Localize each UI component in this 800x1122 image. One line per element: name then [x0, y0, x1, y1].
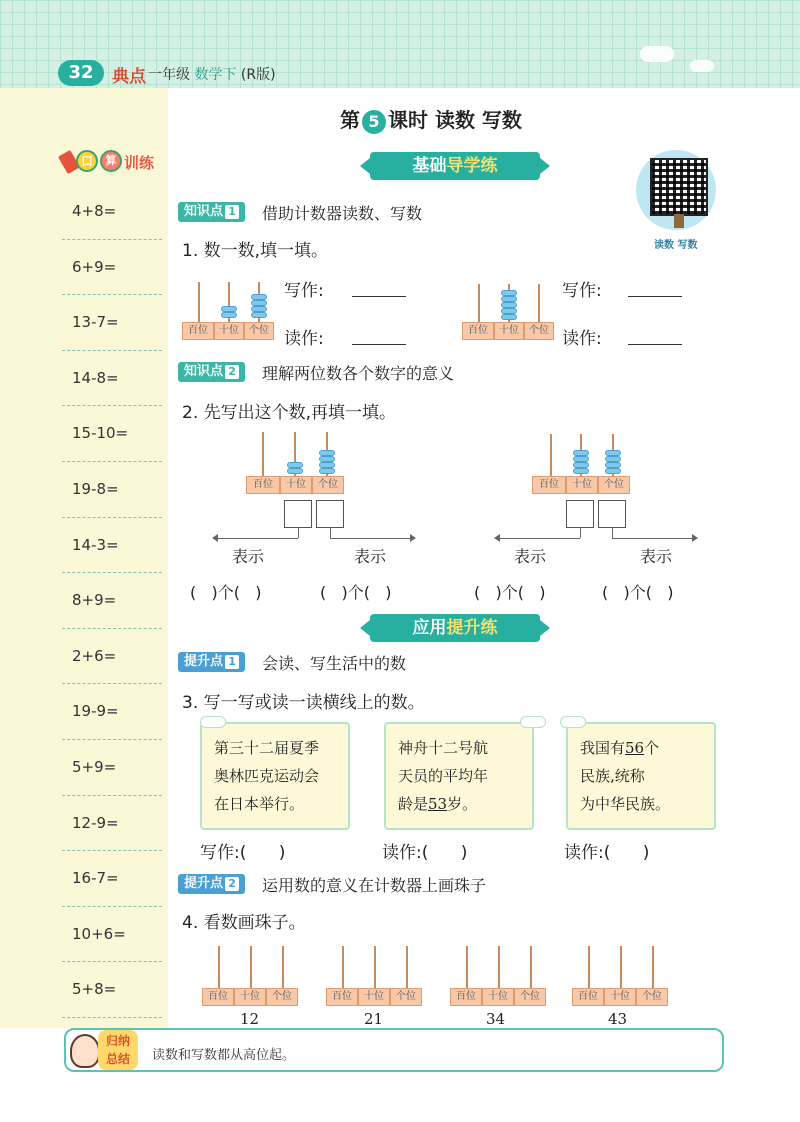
tens-label: 十位 [566, 476, 598, 494]
section-banner-basic [370, 152, 540, 180]
tag-label: 提升点 [184, 654, 224, 669]
question-1: 1. 数一数,填一填。 [182, 241, 329, 261]
abacus-rod [198, 282, 200, 322]
improvement-point-text: 运用数的意义在计数器上画珠子 [262, 876, 487, 895]
exercise-item: 5+9= [62, 740, 162, 796]
knowledge-point-tag [178, 202, 245, 222]
exercise-item: 14-8= [62, 351, 162, 407]
abacus-rod [530, 946, 532, 988]
paper-card-ethnic-groups [566, 722, 716, 830]
book-subject: 数学下 [194, 67, 237, 83]
abacus-base [450, 988, 546, 1006]
target-number: 34 [486, 1010, 506, 1028]
tag-number: 2 [225, 365, 239, 379]
tag-number: 1 [225, 205, 239, 219]
card-line: 为中华民族。 [580, 795, 671, 813]
abacus-rod [498, 946, 500, 988]
connector-line [330, 528, 331, 538]
hundreds-label: 百位 [182, 322, 214, 340]
abacus-rod [478, 284, 480, 322]
abacus-rod [406, 946, 408, 988]
book-edition: (R版) [240, 67, 276, 83]
write-label: 写作: [562, 281, 602, 301]
improvement-point-tag [178, 874, 245, 894]
represents-label: 表示 [232, 547, 265, 566]
book-title [148, 64, 276, 84]
knowledge-point-text: 借助计数器读数、写数 [262, 204, 423, 223]
qr-code-icon[interactable] [650, 158, 708, 216]
connector-line [298, 528, 299, 538]
card-text: 龄是 [398, 795, 429, 813]
arrow-left-icon [494, 534, 500, 542]
abacus-base [532, 476, 630, 494]
connector-line [500, 538, 580, 539]
exercise-item: 10+6= [62, 907, 162, 963]
bead [287, 468, 303, 474]
exercise-item: 16-7= [62, 851, 162, 907]
banner-text: 应用 [412, 618, 447, 638]
connector-line [330, 538, 410, 539]
abacus-rod [282, 946, 284, 988]
tens-label: 十位 [358, 988, 390, 1006]
lesson-suffix: 课时 读数 写数 [388, 108, 522, 132]
brand-logo: 典点 [112, 67, 146, 87]
tens-label: 十位 [494, 322, 524, 340]
tens-label: 十位 [280, 476, 312, 494]
tens-label: 十位 [604, 988, 636, 1006]
exercise-item: 14-3= [62, 518, 162, 574]
lesson-number: 5 [362, 110, 386, 134]
bead [319, 468, 335, 474]
hundreds-label: 百位 [572, 988, 604, 1006]
card-line: 神舟十二号航 [398, 739, 489, 757]
tag-number: 1 [225, 655, 239, 669]
oral-training-title: 训练 [124, 154, 155, 172]
lesson-title [340, 104, 522, 134]
arrow-left-icon [212, 534, 218, 542]
read-label: 读作: [284, 329, 324, 349]
summary-tag-line: 总结 [105, 1052, 130, 1066]
hundreds-label: 百位 [450, 988, 482, 1006]
ones-label: 个位 [636, 988, 668, 1006]
represents-label: 表示 [514, 547, 547, 566]
arrow-right-icon [410, 534, 416, 542]
exercise-item: 13-7= [62, 295, 162, 351]
abacus-base [326, 988, 422, 1006]
hundreds-label: 百位 [326, 988, 358, 1006]
answer-row[interactable]: ( )个( ) [320, 583, 392, 602]
digit-box-ones[interactable] [598, 500, 626, 528]
improvement-point-text: 会读、写生活中的数 [262, 654, 407, 673]
abacus-rod [262, 432, 264, 476]
oral-badge-1: 口 [76, 150, 98, 172]
tag-label: 知识点 [184, 204, 224, 219]
banner-highlight: 导学练 [446, 156, 498, 176]
answer-blank[interactable] [352, 344, 406, 345]
abacus-base [202, 988, 298, 1006]
answer-read[interactable]: 读作:( ) [382, 843, 468, 863]
abacus-base [246, 476, 344, 494]
ones-label: 个位 [524, 322, 554, 340]
underlined-number: 56 [625, 739, 645, 757]
tag-number: 2 [225, 877, 239, 891]
exercise-item: 4+8= [62, 184, 162, 240]
mascot-icon [70, 1034, 100, 1068]
represents-label: 表示 [354, 547, 387, 566]
exercise-item: 15-10= [62, 406, 162, 462]
bead [573, 468, 589, 474]
card-text: 我国有 [580, 739, 626, 757]
ones-label: 个位 [312, 476, 344, 494]
card-text: 岁。 [447, 795, 478, 813]
exercise-item: 12-9= [62, 796, 162, 852]
answer-row[interactable]: ( )个( ) [474, 583, 546, 602]
banner-highlight: 提升练 [446, 618, 498, 638]
abacus-rod [374, 946, 376, 988]
connector-line [580, 528, 581, 538]
cloud-decoration [200, 716, 226, 728]
abacus-rod [588, 946, 590, 988]
abacus-base [182, 322, 274, 340]
exercise-item: 19-9= [62, 684, 162, 740]
summary-text: 读数和写数都从高位起。 [152, 1048, 296, 1063]
knowledge-point-text: 理解两位数各个数字的意义 [262, 364, 455, 383]
card-line: 奥林匹克运动会 [214, 767, 320, 785]
abacus-rod [218, 946, 220, 988]
answer-row[interactable]: ( )个( ) [190, 583, 262, 602]
card-line [580, 734, 702, 762]
digit-box-tens[interactable] [566, 500, 594, 528]
bead [501, 314, 517, 320]
exercise-item: 2+6= [62, 629, 162, 685]
summary-tag [98, 1030, 138, 1070]
exercise-list [62, 184, 162, 1018]
answer-read[interactable]: 读作:( ) [564, 843, 650, 863]
question-4: 4. 看数画珠子。 [182, 913, 306, 933]
card-line: 在日本举行。 [214, 795, 305, 813]
ones-label: 个位 [244, 322, 274, 340]
exercise-item: 5+8= [62, 962, 162, 1018]
bead [251, 312, 267, 318]
ones-label: 个位 [514, 988, 546, 1006]
answer-row[interactable]: ( )个( ) [602, 583, 674, 602]
write-label: 写作: [284, 281, 324, 301]
abacus-base [462, 322, 554, 340]
cloud-decoration [690, 60, 714, 72]
section-banner-applied [370, 614, 540, 642]
exercise-item: 8+9= [62, 573, 162, 629]
ones-label: 个位 [598, 476, 630, 494]
qr-label: 读数 写数 [654, 240, 698, 251]
cloud-decoration [560, 716, 586, 728]
card-line: 第三十二届夏季 [214, 739, 320, 757]
lesson-prefix: 第 [340, 108, 360, 132]
abacus-rod [620, 946, 622, 988]
target-number: 21 [364, 1010, 384, 1028]
page-number: 32 [58, 60, 104, 86]
answer-write[interactable]: 写作:( ) [200, 843, 286, 863]
hundreds-label: 百位 [532, 476, 566, 494]
bead [605, 468, 621, 474]
qr-stand [674, 214, 684, 228]
tens-label: 十位 [214, 322, 244, 340]
abacus-rod [250, 946, 252, 988]
answer-blank[interactable] [628, 296, 682, 297]
connector-line [612, 538, 692, 539]
card-line: 民族,统称 [580, 767, 645, 785]
answer-blank[interactable] [628, 344, 682, 345]
digit-box-tens[interactable] [284, 500, 312, 528]
target-number: 12 [240, 1010, 260, 1028]
digit-box-ones[interactable] [316, 500, 344, 528]
abacus-rod [538, 284, 540, 322]
connector-line [218, 538, 298, 539]
card-line: 天员的平均年 [398, 767, 489, 785]
read-label: 读作: [562, 329, 602, 349]
card-text: 个 [644, 739, 660, 757]
ones-label: 个位 [266, 988, 298, 1006]
hundreds-label: 百位 [246, 476, 280, 494]
ones-label: 个位 [390, 988, 422, 1006]
book-grade: 一年级 [148, 67, 190, 83]
tens-label: 十位 [234, 988, 266, 1006]
cloud-decoration [640, 46, 674, 62]
hundreds-label: 百位 [202, 988, 234, 1006]
abacus-rod [466, 946, 468, 988]
improvement-point-tag [178, 652, 245, 672]
represents-label: 表示 [640, 547, 673, 566]
banner-text: 基础 [412, 156, 447, 176]
summary-tag-line: 归纳 [105, 1034, 130, 1048]
knowledge-point-tag [178, 362, 245, 382]
arrow-right-icon [692, 534, 698, 542]
abacus-rod [550, 434, 552, 476]
answer-blank[interactable] [352, 296, 406, 297]
card-line [398, 790, 520, 818]
abacus-rod [652, 946, 654, 988]
exercise-item: 19-8= [62, 462, 162, 518]
tens-label: 十位 [482, 988, 514, 1006]
tag-label: 知识点 [184, 364, 224, 379]
abacus-base [572, 988, 668, 1006]
paper-card-olympics [200, 722, 350, 830]
cloud-decoration [520, 716, 546, 728]
abacus-rod [342, 946, 344, 988]
underlined-number: 53 [428, 795, 448, 813]
hundreds-label: 百位 [462, 322, 494, 340]
paper-card-astronauts [384, 722, 534, 830]
question-3: 3. 写一写或读一读横线上的数。 [182, 693, 425, 713]
connector-line [612, 528, 613, 538]
question-2: 2. 先写出这个数,再填一填。 [182, 403, 397, 423]
tag-label: 提升点 [184, 876, 224, 891]
target-number: 43 [608, 1010, 628, 1028]
exercise-item: 6+9= [62, 240, 162, 296]
bead [221, 312, 237, 318]
oral-badge-2: 算 [100, 150, 122, 172]
